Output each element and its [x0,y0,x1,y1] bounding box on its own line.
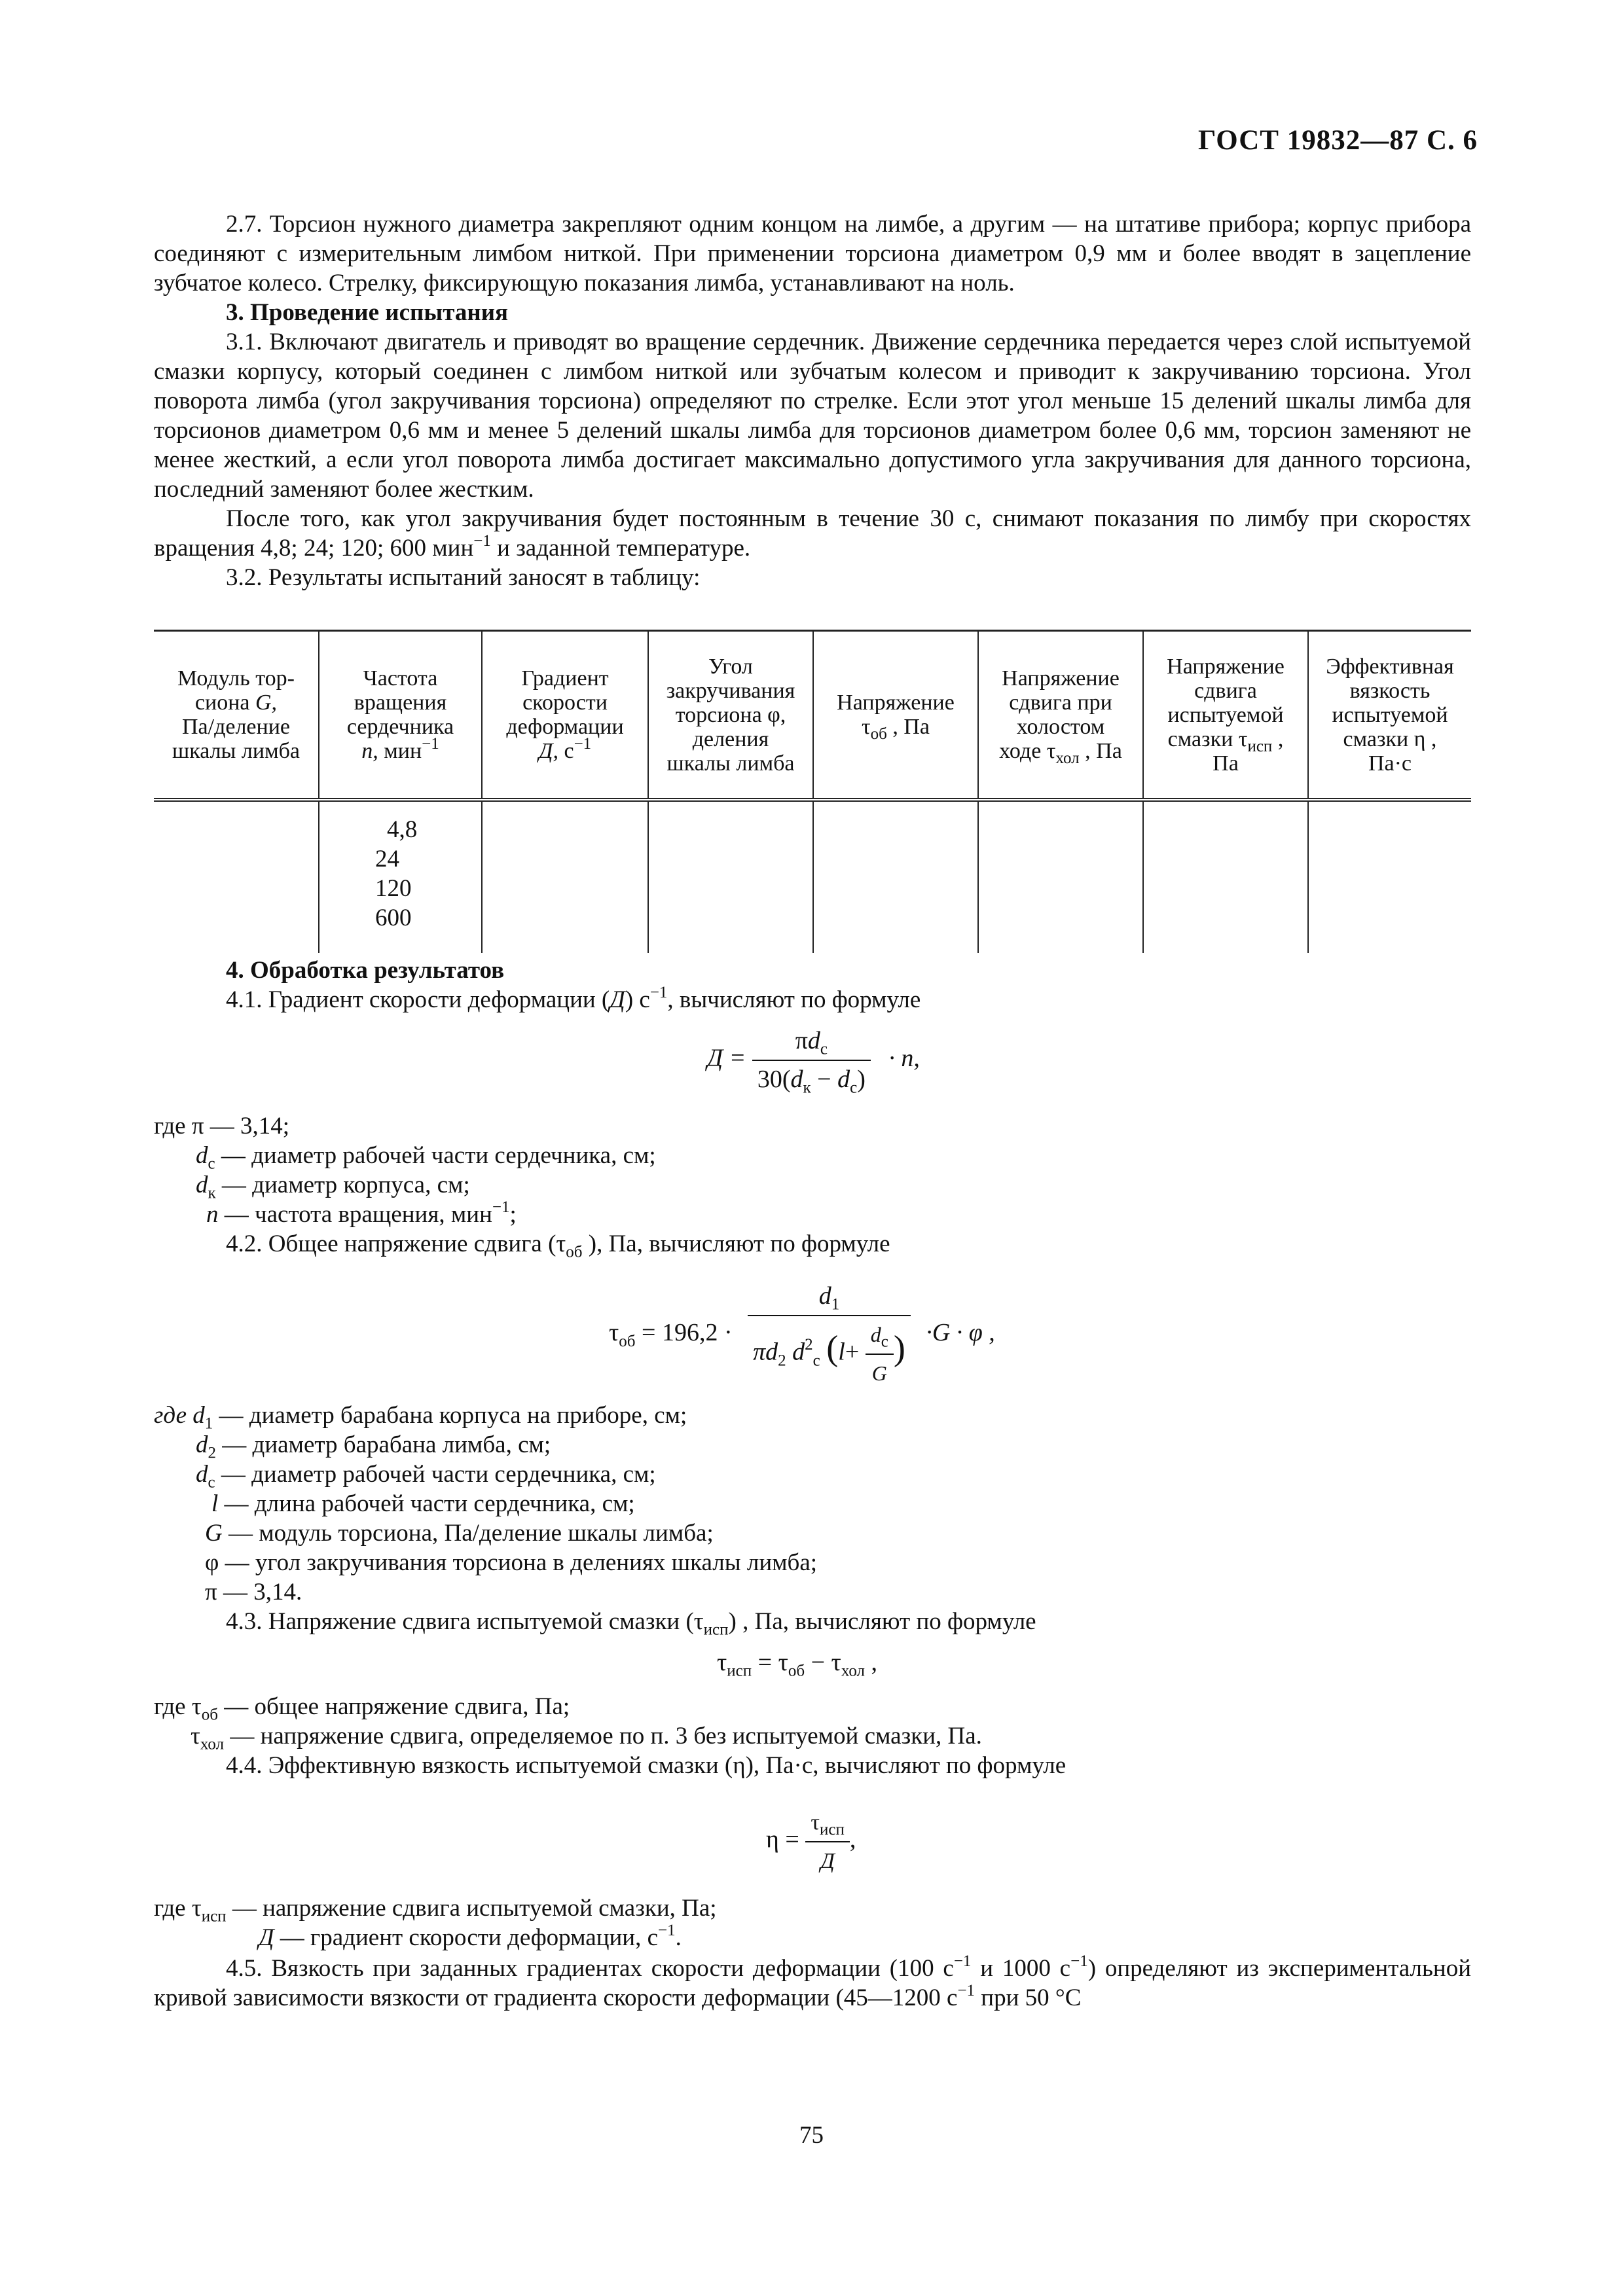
paragraph-3-1: 3.1. Включают двигатель и приводят во вращение сердечник. Движение сердечника передается через слой испытуемой смазки корпусу, который соединен с лимбом ниткой или зубчатым колесом и приводит к закручиванию торсиона. Угол поворота лимба (угол закручивания торсиона) определяют по стрелке. Если этот угол меньше 15 делений шкалы лимба для торсионов диаметром 0,6 мм и менее 5 делений шкалы лимба для торсионов диаметром более 0,6 мм, торсион заменяют не менее жесткий, а если угол поворота лимба достигает максимально допустимого угла закручивания для данного торсиона, последний заменяют более жестким. [154,329,1471,503]
formula-viscosity: η = $\frac{\tau_{исп}}{Д}$ , [766,1808,856,1876]
definition-d2: $d_2$ — диаметр барабана лимба, см; [196,1431,551,1462]
col-header-deformation-gradient: Градиент скорости деформации Д, $с^{-1}$ [482,631,648,800]
col-header-total-stress: Напряжение $\tau_{об}$ , Па [813,631,978,800]
definition-l: l — длина рабочей части сердечника, см; [211,1490,635,1517]
section-4-title: 4. Обработка результатов [226,957,505,984]
table-cell [154,800,319,953]
page-number: 75 [799,2122,824,2149]
paragraph-3-1-continued: После того, как угол закручивания будет постоянным в течение 30 с, снимают показания по лимбу при скоростях вращения 4,8; 24; 120; 600 мин$^{-1}$ и заданной температуре. [154,505,1471,562]
definition-d1: где $d_1$ — диаметр барабана корпуса на приборе, см; [154,1402,687,1433]
section-2-3-text [154,209,1471,592]
section-3-title: 3. Проведение испытания [226,299,509,326]
page-header: ГОСТ 19832—87 С. 6 [1197,125,1478,156]
table-cell [978,800,1143,953]
formula-test-stress: $\tau_{исп} = \tau_{об} - \tau_{хол}$ , [717,1649,878,1680]
definition-phi: φ — угол закручивания торсиона в делениях шкалы лимба; [205,1549,818,1576]
definitions-test-stress [154,1692,1471,1780]
paragraph-4-5-block [154,1954,1471,2013]
table-cell [1143,800,1308,953]
formula-gradient: Д = $\frac{\pi d_с}{30(d_к - d_с)}$ · n, [707,1027,920,1097]
definition-n: n — частота вращения, мин$^{-1}$; [206,1198,517,1228]
definition-dk: $d_к$ — диаметр корпуса, см; [196,1172,470,1202]
col-header-twist-angle: Угол закручивания торсиона φ, деления шкалы лимба [648,631,813,800]
paragraph-4-2: 4.2. Общее напряжение сдвига ($\tau_{об}$ ), Па, вычисляют по формуле [226,1230,890,1261]
definition-pi: π — 3,14. [205,1579,302,1605]
col-header-idle-stress: Напряжение сдвига при холостом ходе $\tau_{хол}$ , Па [978,631,1143,800]
col-header-rotation-frequency: Частота вращения сердечника n, мин$^{-1}$ [319,631,482,800]
paragraph-3-2: 3.2. Результаты испытаний заносят в таблицу: [226,564,701,591]
table-header-row [154,631,1471,800]
paragraph-4-5: 4.5. Вязкость при заданных градиентах скорости деформации (100 $с^{-1}$ и 1000 $с^{-1}$) определяют из экспериментальной кривой зависимости вязкости от градиента скорости деформации (45—1200 $с^{-1}$ при 50 °С [154,1952,1471,2011]
table-cell [813,800,978,953]
definition-gradient: Д — градиент скорости деформации, $с^{-1}$. [259,1921,682,1951]
definition-tau-isp: где $\tau_{исп}$ — напряжение сдвига испытуемой смазки, Па; [154,1895,717,1926]
definition-g: G — модуль торсиона, Па/деление шкалы лимба; [205,1520,714,1547]
paragraph-4-3: 4.3. Напряжение сдвига испытуемой смазки $(\tau_{исп})$ , Па, вычисляют по формуле [226,1608,1036,1639]
table-cell [482,800,648,953]
col-header-torsion-modulus: Модуль тор- сиона G, Па/деление шкалы лимба [154,631,319,800]
section-4-intro [154,956,1471,1014]
paragraph-4-4: 4.4. Эффективную вязкость испытуемой смазки (η), Па·с, вычисляют по формуле [226,1752,1067,1779]
definitions-total-stress [154,1401,1471,1639]
definition-dc: $d_с$ — диаметр рабочей части сердечника, см; [196,1461,656,1492]
paragraph-2-7: 2.7. Торсион нужного диаметра закрепляют одним концом на лимбе, а другим — на штативе прибора; корпус прибора соединяют с измерительным лимбом ниткой. При применении торсиона диаметром 0,9 мм и более вводят в зацепление зубчатое колесо. Стрелку, фиксирующую показания лимба, устанавливают на ноль. [154,211,1471,296]
definitions-gradient [154,1111,1471,1259]
table-cell-frequencies: 4,8 24 120 600 [319,800,482,953]
results-table [154,630,1471,953]
table-cell [648,800,813,953]
definition-pi: где π — 3,14; [154,1113,290,1139]
definition-tau-ob: где $\tau_{об}$ — общее напряжение сдвига, Па; [154,1693,570,1724]
col-header-effective-viscosity: Эффективная вязкость испытуемой смазки η , Па·с [1308,631,1471,800]
definitions-viscosity [154,1893,1471,1952]
paragraph-4-1: 4.1. Градиент скорости деформации (Д) $с^{-1}$, вычисляют по формуле [226,983,921,1013]
table-row [154,800,1471,953]
definition-tau-hol: $\tau_{хол}$ — напряжение сдвига, определяемое по п. 3 без испытуемой смазки, Па. [191,1723,982,1753]
definition-dc: $d_с$ — диаметр рабочей части сердечника, см; [196,1142,656,1173]
formula-total-stress: $\tau_{об} = 196,2$ · $d_1$ $\pi d_2$ $d^2_с$ (l+ $\frac{d_с}{G}$ ) ·G · φ , [609,1282,995,1388]
table-cell [1308,800,1471,953]
col-header-test-grease-stress: Напряжение сдвига испытуемой смазки $\tau_{исп}$ , Па [1143,631,1308,800]
